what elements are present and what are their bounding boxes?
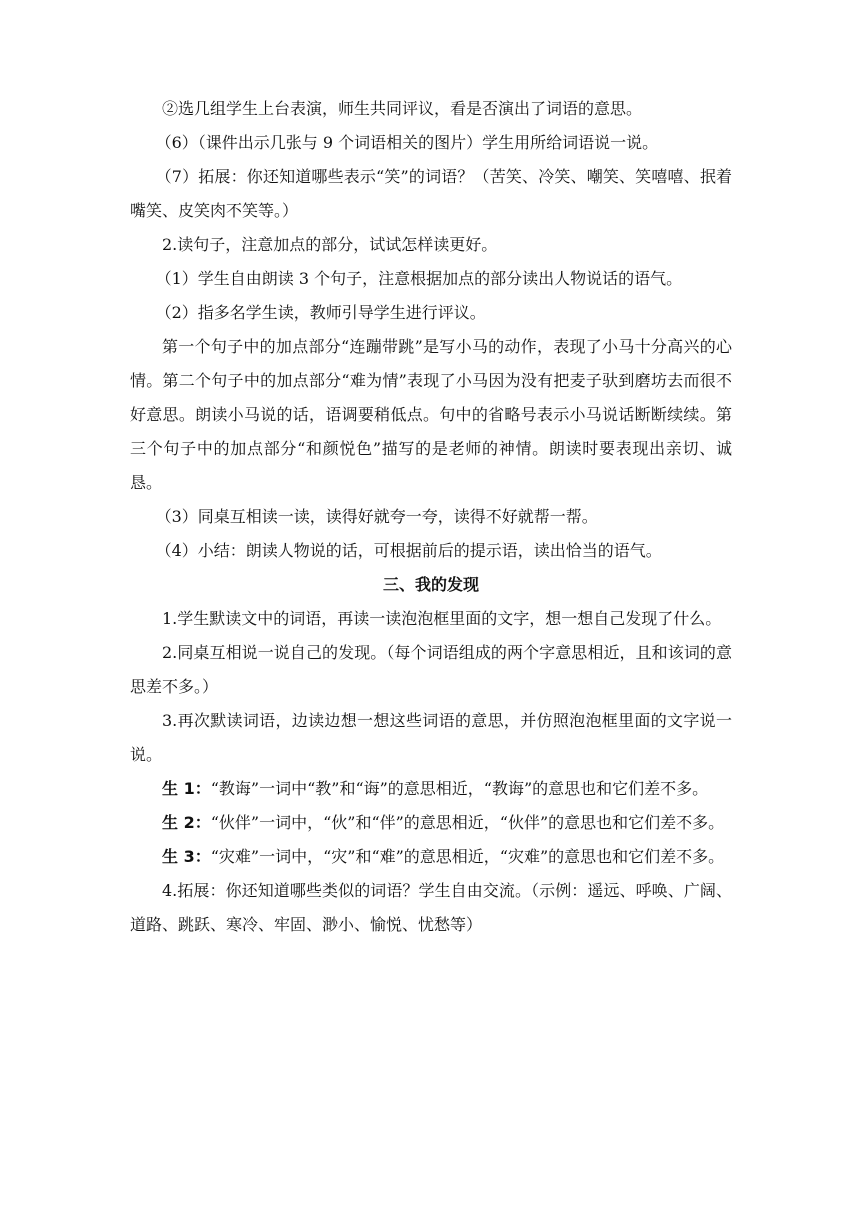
paragraph: 2.读句子，注意加点的部分，试试怎样读更好。 bbox=[162, 235, 498, 254]
speaker-label: 生 3： bbox=[162, 847, 211, 866]
dialogue-text: “教诲”一词中“教”和“诲”的意思相近，“教诲”的意思也和它们差不多。 bbox=[210, 779, 709, 798]
paragraph: （1）学生自由朗读 3 个句子，注意根据加点的部分读出人物说话的语气。 bbox=[155, 269, 683, 288]
paragraph: 4.拓展：你还知道哪些类似的词语？学生自由交流。（示例：遥远、呼唤、广阔、道路、跳跃、寒冷、牢固、渺小、愉悦、忧愁等） bbox=[130, 881, 732, 934]
section-heading: 三、我的发现 bbox=[382, 575, 479, 594]
paragraph: （2）指多名学生读，教师引导学生进行评议。 bbox=[155, 303, 486, 322]
paragraph: （6）（课件出示几张与 9 个词语相关的图片）学生用所给词语说一说。 bbox=[155, 133, 659, 152]
paragraph: （3）同桌互相读一读，读得好就夸一夸，读得不好就帮一帮。 bbox=[155, 507, 598, 526]
paragraph: 第一个句子中的加点部分“连蹦带跳”是写小马的动作，表现了小马十分高兴的心情。第二个句子中的加点部分“难为情”表现了小马因为没有把麦子驮到磨坊去而很不好意思。朗读小马说的话，语调要稍低点。句中的省略号表示小马说话断断续续。第三个句子中的加点部分“和颜悦色”描写的是老师的神情。朗读时要表现出亲切、诚恳。 bbox=[130, 337, 732, 492]
dialogue-line bbox=[130, 806, 732, 840]
speaker-label: 生 1： bbox=[162, 779, 211, 798]
paragraph: （4）小结：朗读人物说的话，可根据前后的提示语，读出恰当的语气。 bbox=[155, 541, 662, 560]
document-page bbox=[130, 92, 732, 942]
dialogue-text: “灾难”一词中，“灾”和“难”的意思相近，“灾难”的意思也和它们差不多。 bbox=[210, 847, 725, 866]
paragraph: 2.同桌互相说一说自己的发现。（每个词语组成的两个字意思相近，且和该词的意思差不多。） bbox=[130, 643, 732, 696]
dialogue-line bbox=[130, 840, 732, 874]
paragraph: （7）拓展：你还知道哪些表示“笑”的词语？（苦笑、冷笑、嘲笑、笑嘻嘻、抿着嘴笑、皮笑肉不笑等。） bbox=[130, 167, 732, 220]
dialogue-text: “伙伴”一词中，“伙”和“伴”的意思相近，“伙伴”的意思也和它们差不多。 bbox=[210, 813, 725, 832]
paragraph: ②选几组学生上台表演，师生共同评议，看是否演出了词语的意思。 bbox=[162, 99, 643, 118]
paragraph: 1.学生默读文中的词语，再读一读泡泡框里面的文字，想一想自己发现了什么。 bbox=[162, 609, 722, 628]
speaker-label: 生 2： bbox=[162, 813, 211, 832]
dialogue-line bbox=[130, 772, 732, 806]
paragraph: 3.再次默读词语，边读边想一想这些词语的意思，并仿照泡泡框里面的文字说一说。 bbox=[130, 711, 732, 764]
